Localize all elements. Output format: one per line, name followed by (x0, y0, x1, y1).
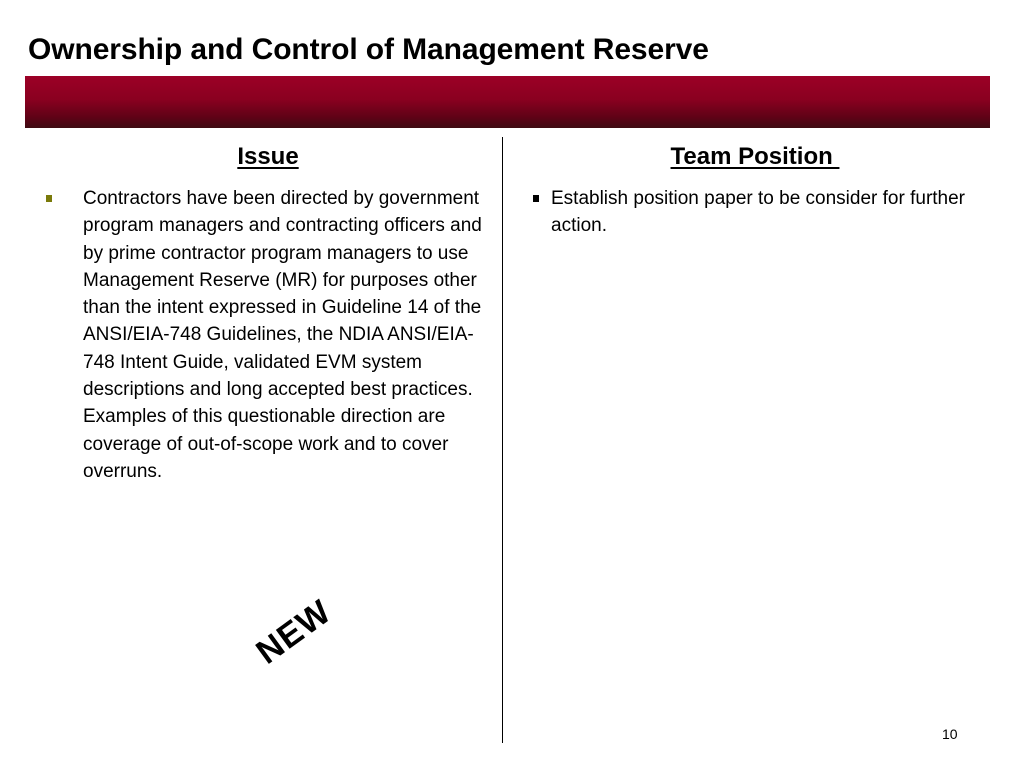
team-position-bullet-text: Establish position paper to be consider for further action. (551, 188, 966, 237)
slide-title: Ownership and Control of Management Reserve (28, 33, 709, 66)
header-bar (25, 76, 990, 128)
issue-bullet-item (44, 185, 484, 485)
team-position-bullet-item (531, 185, 991, 240)
team-position-heading: Team Position (670, 143, 840, 170)
issue-list (44, 185, 484, 485)
column-divider (502, 137, 503, 743)
team-position-list (531, 185, 991, 240)
issue-heading: Issue (237, 143, 299, 170)
page-number: 10 (942, 726, 958, 742)
issue-bullet-text: Contractors have been directed by government program managers and contracting officers and by prime contractor program managers to use Management Reserve (MR) for purposes other than the intent expressed in Guideline 14 of the ANSI/EIA-748 Guidelines, the NDIA ANSI/EIA-748 Intent Guide, validated EVM system descriptions and long accepted best practices. Examples of this questionable direction are coverage of out-of-scope work and to cover overruns. (83, 188, 482, 482)
square-bullet-icon (533, 195, 539, 202)
square-bullet-icon (46, 195, 52, 202)
new-stamp: NEW (249, 592, 339, 672)
